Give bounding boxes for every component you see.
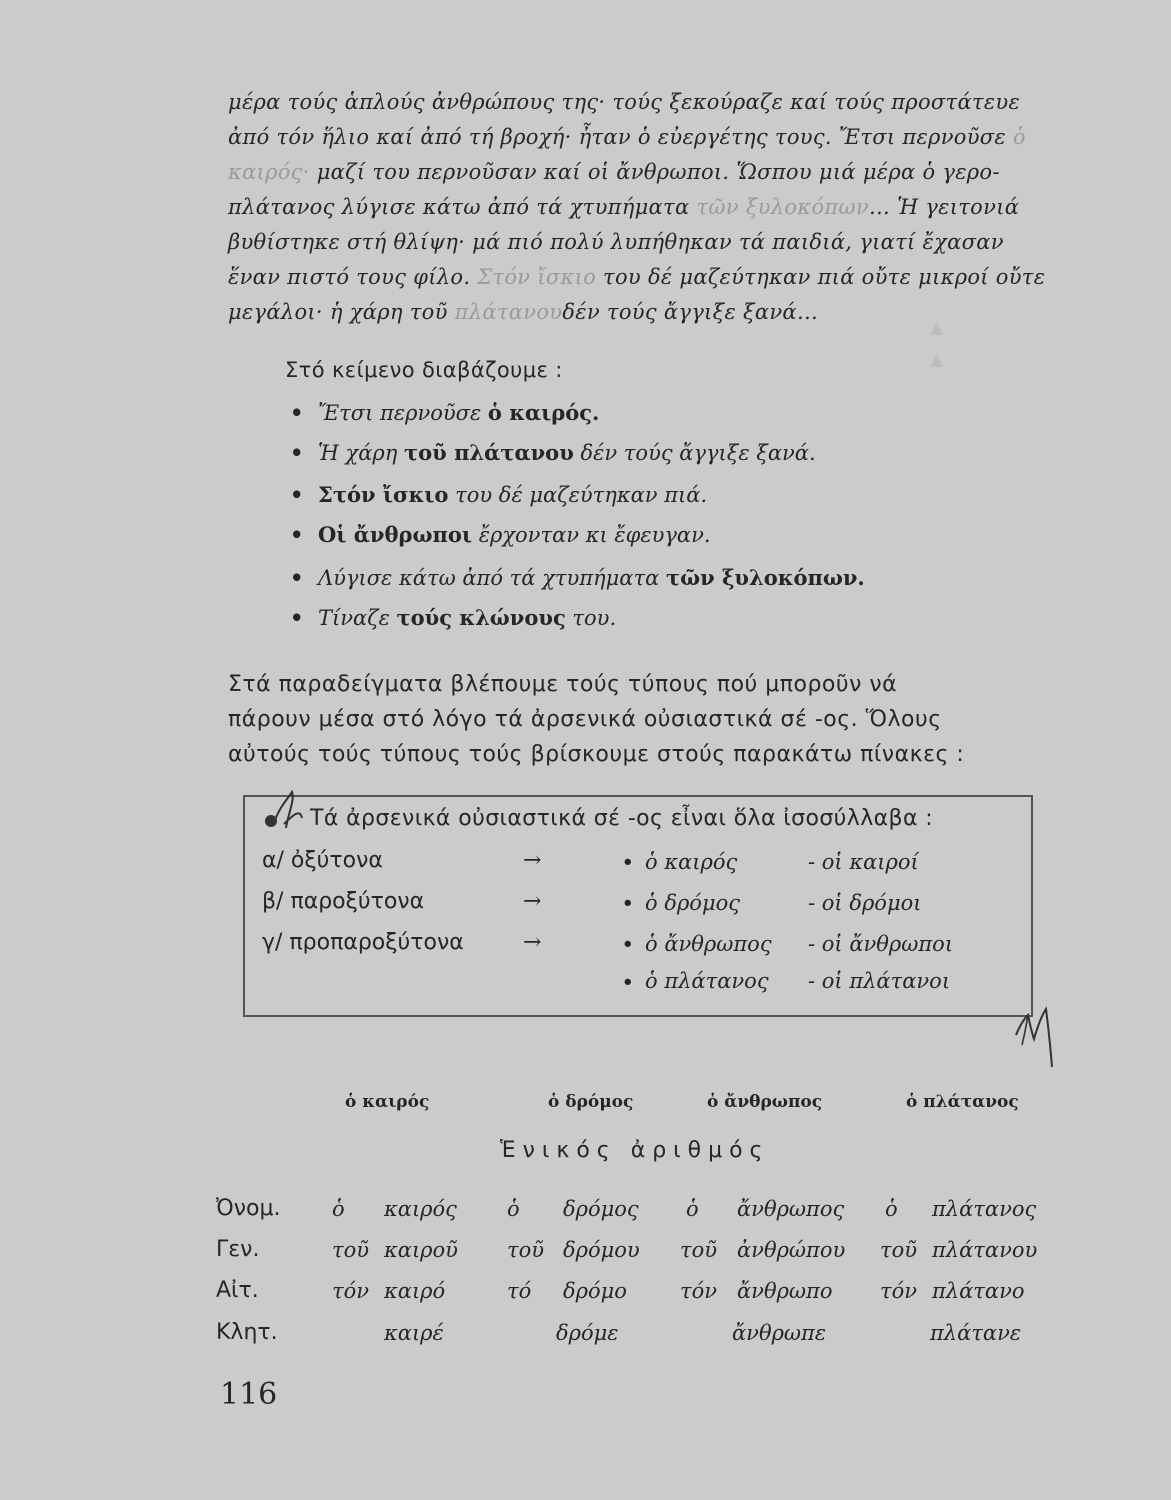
bullet-icon: •	[622, 934, 634, 955]
noun-form-cell: ἀνθρώπου	[737, 1238, 846, 1262]
example-sentence: • Τίναζε τούς κλώνους του.	[290, 605, 617, 630]
noun-form-cell: καιρός	[384, 1197, 457, 1221]
accent-type-label: γ/ προπαροξύτονα	[262, 930, 464, 955]
paragraph-line: μεγάλοι· ἡ χάρη τοῦ πλάτανουδέν τούς ἄγγιξε ξανά…	[228, 300, 819, 324]
article-cell: τοῦ	[507, 1238, 545, 1262]
noun-form-cell: πλάτανου	[932, 1238, 1038, 1262]
noun-form-cell: δρόμος	[563, 1197, 639, 1221]
noun-form-cell: καιρέ	[384, 1321, 444, 1345]
example-sentence: • Στόν ἴσκιο του δέ μαζεύτηκαν πιά.	[290, 482, 708, 507]
paragraph-line: ἀπό τόν ἥλιο καί ἀπό τή βροχή· ἦταν ὁ εὐεργέτης τους. Ἔτσι περνοῦσε ὁ	[228, 125, 1026, 149]
noun-form-cell: πλάτανος	[932, 1197, 1037, 1221]
article-cell: τοῦ	[880, 1238, 918, 1262]
bullet-icon: •	[622, 852, 634, 873]
article-cell: τοῦ	[332, 1238, 370, 1262]
paragraph-line: μέρα τούς ἁπλούς ἀνθρώπους της· τούς ξεκούραζε καί τούς προστάτευε	[228, 90, 1021, 114]
number-title: Ἑνικός ἀριθμός	[500, 1138, 770, 1163]
article-cell: ὁ	[686, 1197, 699, 1221]
noun-form-cell: ἄνθρωπος	[737, 1197, 845, 1221]
article-cell: τοῦ	[680, 1238, 718, 1262]
article-cell: τόν	[332, 1279, 370, 1303]
singular-form: ὁ πλάτανος	[645, 969, 769, 993]
plural-form: - οἱ καιροί	[808, 850, 919, 874]
show-through-mark: ▲	[930, 350, 944, 370]
article-cell: τόν	[880, 1279, 918, 1303]
bullet-icon: •	[622, 893, 634, 914]
example-sentence: • Ἔτσι περνοῦσε ὁ καιρός.	[290, 400, 600, 425]
handwritten-mark-icon	[262, 788, 312, 840]
plural-form: - οἱ δρόμοι	[808, 891, 922, 915]
noun-form-cell: πλάτανο	[932, 1279, 1025, 1303]
article-cell: τόν	[680, 1279, 718, 1303]
explanation-line: Στά παραδείγματα βλέπουμε τούς τύπους πού μποροῦν νά	[228, 672, 898, 697]
paragraph-line: ἕναν πιστό τους φίλο. Στόν ἴσκιο του δέ μαζεύτηκαν πιά οὔτε μικροί οὔτε	[228, 265, 1046, 289]
handwritten-scribble-icon	[1010, 995, 1060, 1070]
noun-form-cell: δρόμε	[556, 1321, 619, 1345]
noun-form-cell: ἄνθρωπο	[737, 1279, 833, 1303]
noun-header: ὁ πλάτανος	[906, 1092, 1019, 1112]
noun-form-cell: καιρό	[384, 1279, 446, 1303]
arrow-icon: →	[523, 930, 542, 955]
accent-type-label: α/ ὀξύτονα	[262, 848, 383, 873]
noun-form-cell: ἄνθρωπε	[732, 1321, 827, 1345]
noun-header: ὁ ἄνθρωπος	[707, 1092, 823, 1112]
example-sentence: • Ἡ χάρη τοῦ πλάτανου δέν τούς ἄγγιξε ξανά.	[290, 440, 816, 465]
case-label: Γεν.	[216, 1237, 260, 1262]
case-label: Αἰτ.	[216, 1278, 259, 1303]
noun-header: ὁ καιρός	[345, 1092, 430, 1112]
examples-intro: Στό κείμενο διαβάζουμε :	[285, 358, 563, 382]
noun-form-cell: δρόμο	[563, 1279, 627, 1303]
article-cell: ὁ	[885, 1197, 898, 1221]
rule-box-title: Τά ἀρσενικά οὐσιαστικά σέ -ος εἶναι ὅλα ἰσοσύλλαβα :	[310, 806, 934, 831]
article-cell: ὁ	[332, 1197, 345, 1221]
page-number: 116	[220, 1377, 278, 1412]
arrow-icon: →	[523, 889, 542, 914]
example-sentence: • Λύγισε κάτω ἀπό τά χτυπήματα τῶν ξυλοκόπων.	[290, 565, 865, 590]
explanation-line: πάρουν μέσα στό λόγο τά ἀρσενικά οὐσιαστικά σέ -ος. Ὅλους	[228, 707, 942, 732]
case-label: Κλητ.	[216, 1320, 278, 1345]
noun-header: ὁ δρόμος	[548, 1092, 634, 1112]
article-cell: ὁ	[507, 1197, 520, 1221]
paragraph-line: βυθίστηκε στή θλίψη· μά πιό πολύ λυπήθηκαν τά παιδιά, γιατί ἔχασαν	[228, 230, 1004, 254]
noun-form-cell: καιροῦ	[384, 1238, 458, 1262]
plural-form: - οἱ πλάτανοι	[808, 969, 951, 993]
example-sentence: • Οἱ ἄνθρωποι ἔρχονταν κι ἔφευγαν.	[290, 522, 711, 547]
singular-form: ὁ ἄνθρωπος	[645, 932, 772, 956]
case-label: Ὀνομ.	[216, 1196, 281, 1221]
explanation-line: αὐτούς τούς τύπους τούς βρίσκουμε στούς παρακάτω πίνακες :	[228, 742, 965, 767]
noun-form-cell: πλάτανε	[930, 1321, 1022, 1345]
singular-form: ὁ δρόμος	[645, 891, 741, 915]
bullet-icon: •	[622, 972, 634, 993]
arrow-icon: →	[523, 848, 542, 873]
show-through-mark: ▲	[930, 318, 944, 338]
paragraph-line: πλάτανος λύγισε κάτω ἀπό τά χτυπήματα τῶν ξυλοκόπων… Ἡ γειτονιά	[228, 195, 1020, 219]
plural-form: - οἱ ἄνθρωποι	[808, 932, 954, 956]
accent-type-label: β/ παροξύτονα	[262, 889, 425, 914]
paragraph-line: καιρός· μαζί του περνοῦσαν καί οἱ ἄνθρωποι. Ὥσπου μιά μέρα ὁ γερο-	[228, 160, 1000, 184]
singular-form: ὁ καιρός	[645, 850, 738, 874]
article-cell: τό	[507, 1279, 532, 1303]
noun-form-cell: δρόμου	[563, 1238, 640, 1262]
